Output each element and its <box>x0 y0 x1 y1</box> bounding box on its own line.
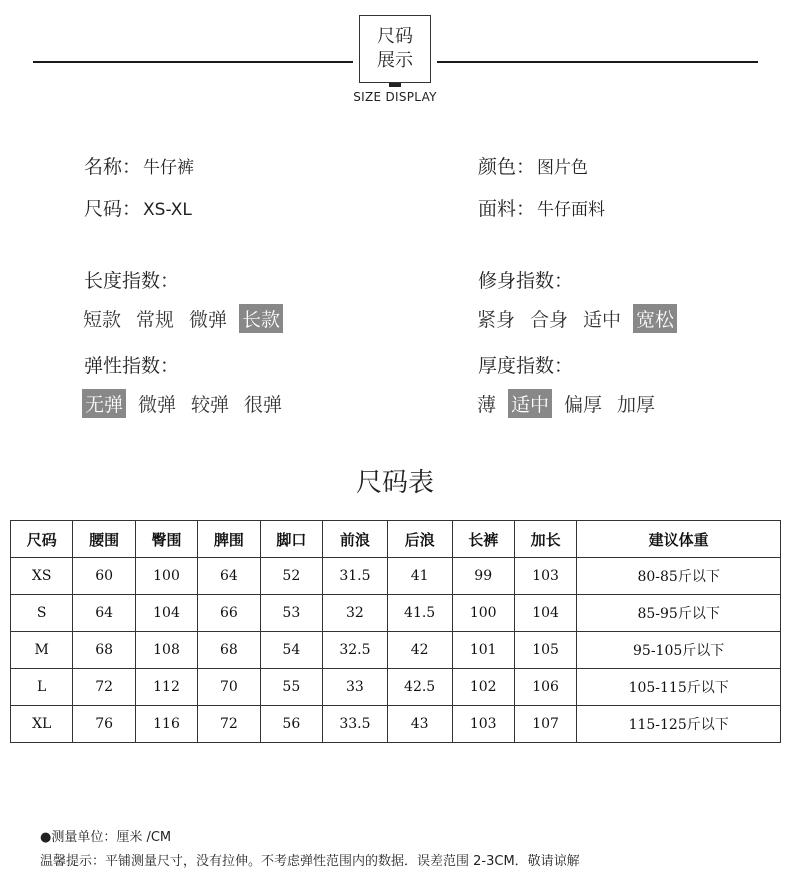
fit-index-title: 修身指数： <box>478 270 574 292</box>
table-cell: 100 <box>452 595 514 632</box>
elasticity-option: 较弹 <box>191 394 230 416</box>
fit-option: 紧身 <box>477 309 516 331</box>
table-cell: 112 <box>135 669 197 706</box>
color-row <box>478 152 588 179</box>
fabric-value: 牛仔面料 <box>537 200 606 220</box>
table-cell: 80-85斤以下 <box>577 558 781 595</box>
table-row <box>11 595 781 632</box>
table-cell: 104 <box>135 595 197 632</box>
fit-option: 适中 <box>583 309 622 331</box>
table-cell: 85-95斤以下 <box>577 595 781 632</box>
table-cell: 64 <box>73 595 135 632</box>
table-row <box>11 669 781 706</box>
thickness-option: 薄 <box>477 394 497 416</box>
size-display-badge <box>359 15 431 83</box>
table-row <box>11 558 781 595</box>
length-index-options <box>80 304 292 333</box>
header-right-line <box>437 61 758 63</box>
table-cell: 52 <box>260 558 322 595</box>
table-cell: 99 <box>452 558 514 595</box>
table-row <box>11 632 781 669</box>
table-cell: 100 <box>135 558 197 595</box>
warm-tip-note: 温馨提示：平铺测量尺寸，没有拉伸。不考虑弹性范围内的数据．误差范围 2-3CM．敬请谅解 <box>40 854 580 869</box>
color-value: 图片色 <box>537 158 589 178</box>
size-value: XS-XL <box>143 200 192 220</box>
table-cell: 56 <box>260 706 322 743</box>
table-cell: 105 <box>514 632 576 669</box>
table-cell: 103 <box>452 706 514 743</box>
column-header: 长裤 <box>452 521 514 558</box>
table-cell: 70 <box>198 669 260 706</box>
name-row <box>84 152 194 179</box>
header-subtitle: SIZE DISPLAY <box>353 90 437 104</box>
header-left-line <box>33 61 353 63</box>
size-table-title: 尺码表 <box>355 468 434 498</box>
table-cell: 66 <box>198 595 260 632</box>
table-cell: 72 <box>73 669 135 706</box>
table-cell: 108 <box>135 632 197 669</box>
table-cell: 72 <box>198 706 260 743</box>
thickness-index-options <box>474 389 667 418</box>
table-cell: 107 <box>514 706 576 743</box>
fit-index-options <box>474 304 686 333</box>
size-label: 尺码： <box>84 198 142 220</box>
thickness-option: 适中 <box>508 389 552 418</box>
column-header: 尺码 <box>11 521 73 558</box>
table-row <box>11 706 781 743</box>
table-cell: XL <box>11 706 73 743</box>
color-label: 颜色： <box>478 156 536 178</box>
badge-tick <box>389 83 401 87</box>
table-cell: 42.5 <box>387 669 452 706</box>
elasticity-index-options <box>82 389 294 418</box>
column-header: 脚口 <box>260 521 322 558</box>
table-cell: 104 <box>514 595 576 632</box>
table-cell: 105-115斤以下 <box>577 669 781 706</box>
table-cell: 32.5 <box>323 632 388 669</box>
fit-option: 宽松 <box>633 304 677 333</box>
thickness-index-title: 厚度指数： <box>478 355 574 377</box>
table-cell: XS <box>11 558 73 595</box>
measure-unit-note: ●测量单位：厘米 /CM <box>40 830 172 845</box>
name-value: 牛仔裤 <box>143 158 195 178</box>
elasticity-index-title: 弹性指数： <box>84 355 180 377</box>
badge-line-1: 尺码 <box>377 26 413 47</box>
table-cell: 106 <box>514 669 576 706</box>
column-header: 后浪 <box>387 521 452 558</box>
table-cell: 116 <box>135 706 197 743</box>
table-cell: 33.5 <box>323 706 388 743</box>
table-cell: 31.5 <box>323 558 388 595</box>
table-cell: 32 <box>323 595 388 632</box>
table-cell: 101 <box>452 632 514 669</box>
column-header: 腰围 <box>73 521 135 558</box>
fabric-label: 面料： <box>478 198 536 220</box>
column-header: 脾围 <box>198 521 260 558</box>
table-cell: 53 <box>260 595 322 632</box>
badge-line-2: 展示 <box>377 50 413 71</box>
table-cell: 95-105斤以下 <box>577 632 781 669</box>
table-cell: 103 <box>514 558 576 595</box>
table-cell: 41 <box>387 558 452 595</box>
thickness-option: 加厚 <box>617 394 656 416</box>
fabric-row <box>478 194 605 221</box>
table-cell: 33 <box>323 669 388 706</box>
table-cell: 102 <box>452 669 514 706</box>
length-option: 微弹 <box>189 309 228 331</box>
size-table <box>10 520 781 743</box>
column-header: 前浪 <box>323 521 388 558</box>
elasticity-option: 无弹 <box>82 389 126 418</box>
table-cell: 54 <box>260 632 322 669</box>
table-cell: 55 <box>260 669 322 706</box>
table-cell: 60 <box>73 558 135 595</box>
table-cell: S <box>11 595 73 632</box>
length-option: 长款 <box>239 304 283 333</box>
table-cell: 76 <box>73 706 135 743</box>
length-index-title: 长度指数： <box>84 270 180 292</box>
length-option: 常规 <box>136 309 175 331</box>
table-cell: 115-125斤以下 <box>577 706 781 743</box>
table-cell: 68 <box>198 632 260 669</box>
name-label: 名称： <box>84 156 142 178</box>
elasticity-option: 很弹 <box>244 394 283 416</box>
table-cell: 43 <box>387 706 452 743</box>
table-cell: 42 <box>387 632 452 669</box>
fit-option: 合身 <box>530 309 569 331</box>
thickness-option: 偏厚 <box>564 394 603 416</box>
table-cell: 41.5 <box>387 595 452 632</box>
length-option: 短款 <box>83 309 122 331</box>
table-cell: 64 <box>198 558 260 595</box>
table-cell: 68 <box>73 632 135 669</box>
size-table-header-row <box>11 521 781 558</box>
table-cell: L <box>11 669 73 706</box>
table-cell: M <box>11 632 73 669</box>
column-header: 建议体重 <box>577 521 781 558</box>
column-header: 臀围 <box>135 521 197 558</box>
elasticity-option: 微弹 <box>138 394 177 416</box>
size-row <box>84 194 192 221</box>
column-header: 加长 <box>514 521 576 558</box>
